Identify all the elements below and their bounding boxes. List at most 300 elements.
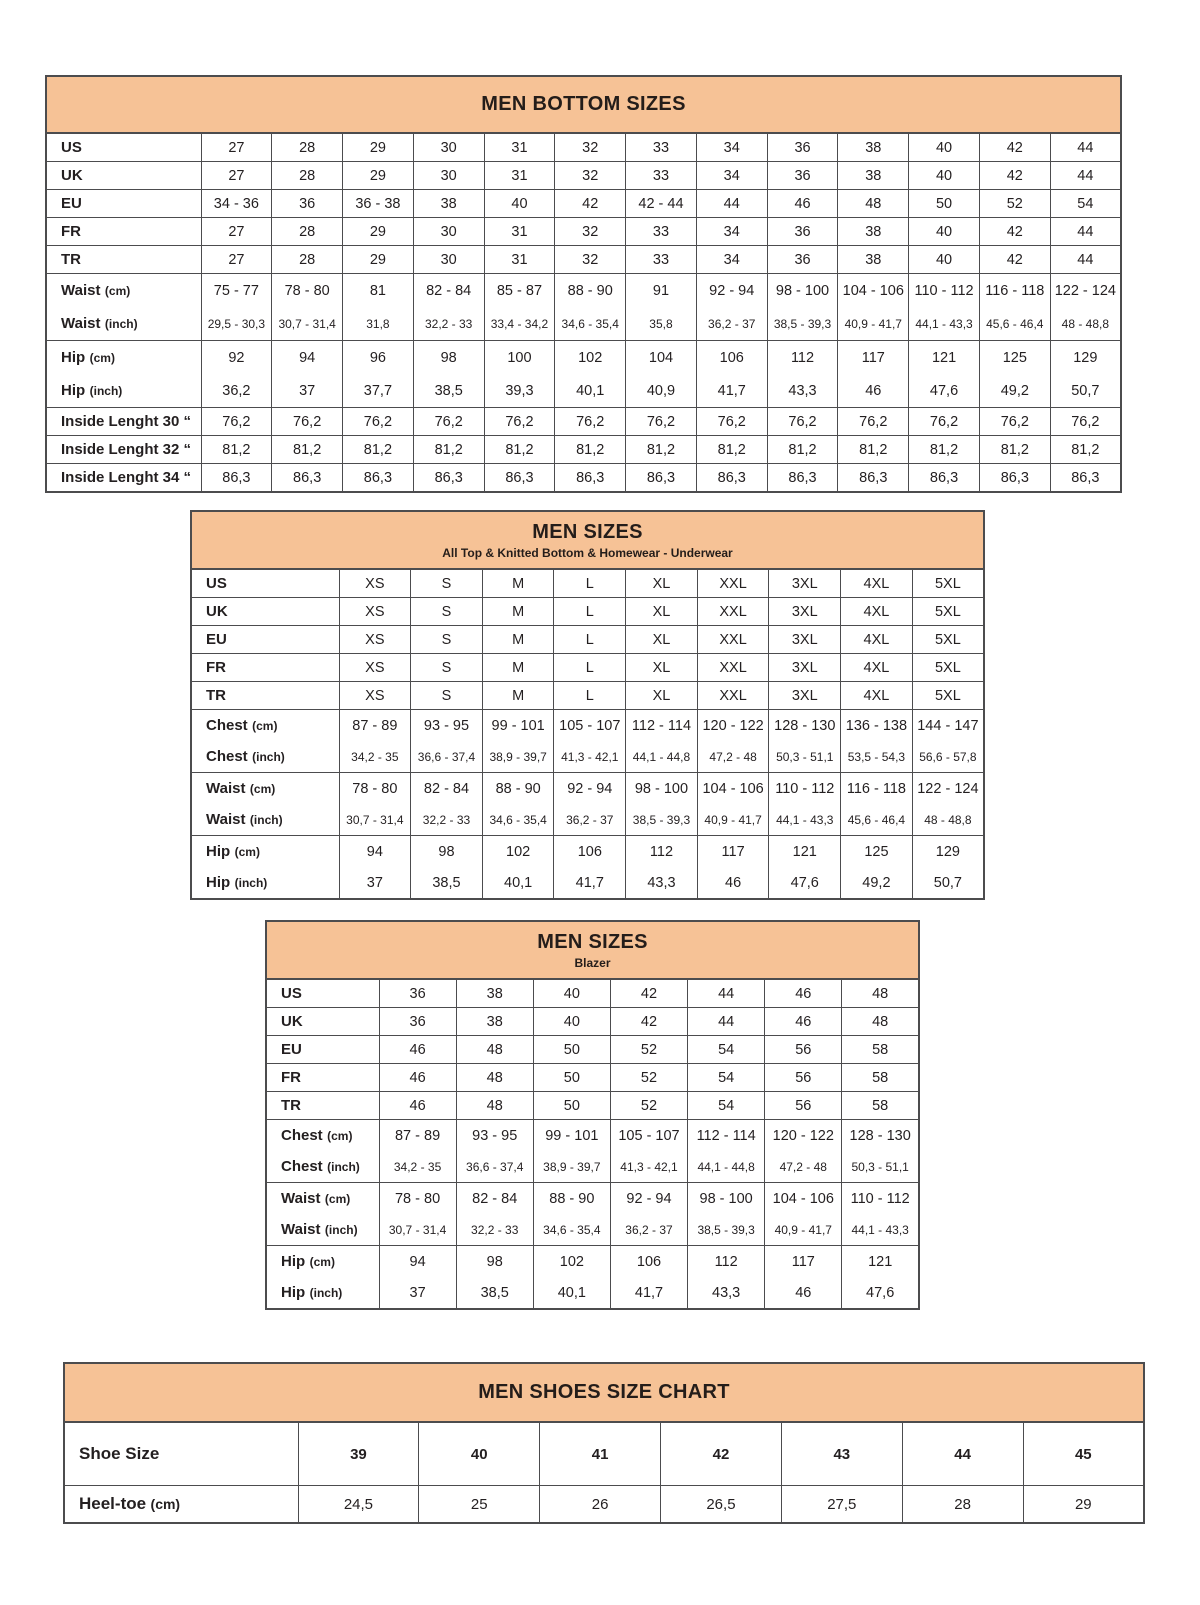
table-cell: 54	[688, 1092, 765, 1120]
table-cell: 56,6 - 57,8	[912, 741, 984, 773]
table-row	[46, 307, 1121, 341]
row-label	[191, 682, 339, 710]
table-cell: 122 - 124	[912, 773, 984, 805]
table-row	[46, 436, 1121, 464]
table-section	[46, 464, 1121, 493]
row-label-text: TR	[281, 1096, 301, 1114]
table-row	[266, 1008, 919, 1036]
table-cell: 31	[484, 162, 555, 190]
row-label-text: Chest	[281, 1126, 323, 1144]
table-section	[191, 569, 984, 598]
table-cell: 38	[838, 162, 909, 190]
table-header-row	[46, 76, 1121, 133]
table-cell: 46	[379, 1092, 456, 1120]
row-label-unit: (cm)	[309, 1254, 335, 1269]
table-cell: 81,2	[201, 436, 272, 464]
table-cell: 36,6 - 37,4	[456, 1151, 533, 1183]
table-row	[266, 979, 919, 1008]
table-cell: 40,1	[482, 867, 554, 899]
table-cell: 93 - 95	[411, 710, 483, 742]
table-cell: 76,2	[767, 408, 838, 436]
table-cell: 78 - 80	[379, 1183, 456, 1215]
row-label-unit: (inch)	[249, 812, 283, 827]
row-label	[46, 133, 201, 162]
table-cell: 81,2	[555, 436, 626, 464]
table-cell: 76,2	[343, 408, 414, 436]
table-row	[266, 1246, 919, 1278]
row-label-unit: (cm)	[327, 1128, 353, 1143]
table-cell: 86,3	[555, 464, 626, 493]
table-cell: 50,7	[1050, 374, 1121, 408]
table-cell: 105 - 107	[554, 710, 626, 742]
table-cell: XXL	[697, 654, 769, 682]
table-section	[266, 1036, 919, 1064]
table-cell: 43,3	[767, 374, 838, 408]
table-cell: 120 - 122	[765, 1120, 842, 1152]
table-section	[46, 133, 1121, 162]
row-label-text: US	[61, 138, 82, 156]
table-cell: 40	[909, 246, 980, 274]
row-label	[266, 1120, 379, 1152]
table-row	[46, 162, 1121, 190]
table-cell: 76,2	[696, 408, 767, 436]
table-cell: 50,3 - 51,1	[769, 741, 841, 773]
table-cell: 81,2	[343, 436, 414, 464]
row-label-unit: (cm)	[324, 1191, 351, 1206]
table-cell: 4XL	[841, 682, 913, 710]
table-cell: 33	[626, 218, 697, 246]
table-header-row	[64, 1363, 1144, 1422]
table-cell: 92 - 94	[610, 1183, 687, 1215]
table-cell: 75 - 77	[201, 274, 272, 308]
table-cell: 82 - 84	[456, 1183, 533, 1215]
table-cell: 29,5 - 30,3	[201, 307, 272, 341]
row-label-text: Hip	[206, 873, 231, 891]
table-cell: 81,2	[484, 436, 555, 464]
table-cell: 58	[842, 1064, 919, 1092]
table-row	[191, 626, 984, 654]
table-cell: 36 - 38	[343, 190, 414, 218]
table-cell: XXL	[697, 569, 769, 598]
table-section	[191, 773, 984, 836]
table-cell: 106	[696, 341, 767, 375]
row-label-text: Waist	[281, 1189, 321, 1207]
table-section	[46, 162, 1121, 190]
table-cell: 3XL	[769, 682, 841, 710]
table-cell: 34	[696, 218, 767, 246]
table-cell: 44,1 - 43,3	[842, 1214, 919, 1246]
row-label-unit: (inch)	[252, 749, 285, 764]
table-cell: 38	[456, 979, 533, 1008]
row-label	[191, 598, 339, 626]
row-label-text: Hip	[281, 1283, 306, 1301]
table-cell: L	[554, 569, 626, 598]
table-cell: 40	[419, 1422, 540, 1486]
table-section	[191, 836, 984, 900]
table-cell: 47,6	[909, 374, 980, 408]
table-cell: 32	[555, 162, 626, 190]
table-cell: 110 - 112	[909, 274, 980, 308]
table-cell: 102	[533, 1246, 610, 1278]
table-cell: 36,6 - 37,4	[411, 741, 483, 773]
table-cell: 102	[482, 836, 554, 868]
table-cell: 31	[484, 218, 555, 246]
table-cell: 99 - 101	[533, 1120, 610, 1152]
table-cell: 99 - 101	[482, 710, 554, 742]
row-label	[64, 1422, 298, 1486]
table-cell: 49,2	[979, 374, 1050, 408]
table-cell: 38,9 - 39,7	[482, 741, 554, 773]
men-shoes-size-chart	[63, 1362, 1145, 1524]
table-header-band	[64, 1363, 1144, 1422]
table-cell: 33	[626, 246, 697, 274]
table-cell: 45,6 - 46,4	[841, 804, 913, 836]
table-cell: 38	[838, 246, 909, 274]
table-cell: 98	[456, 1246, 533, 1278]
row-label-text: Waist	[281, 1220, 321, 1238]
table-cell: 38	[413, 190, 484, 218]
row-label-text: TR	[206, 686, 226, 704]
row-label-text: Inside Lenght 32 “	[61, 440, 192, 458]
table-subtitle: All Top & Knitted Bottom & Homewear - Underwear	[442, 545, 733, 560]
table-cell: 93 - 95	[456, 1120, 533, 1152]
table-cell: 50	[909, 190, 980, 218]
table-cell: 86,3	[626, 464, 697, 493]
table-cell: 81,2	[1050, 436, 1121, 464]
table-cell: 34,2 - 35	[339, 741, 411, 773]
table-cell: 46	[767, 190, 838, 218]
table-section	[191, 598, 984, 626]
table-row	[46, 341, 1121, 375]
table-cell: 86,3	[484, 464, 555, 493]
table-cell: 48 - 48,8	[1050, 307, 1121, 341]
table-cell: 88 - 90	[533, 1183, 610, 1215]
table-cell: 58	[842, 1036, 919, 1064]
row-label	[46, 408, 201, 436]
table-cell: 98 - 100	[767, 274, 838, 308]
table-cell: 110 - 112	[769, 773, 841, 805]
table-cell: 30	[413, 133, 484, 162]
table-cell: 44,1 - 43,3	[909, 307, 980, 341]
row-label	[266, 1214, 379, 1246]
table-cell: 4XL	[841, 654, 913, 682]
table-cell: M	[482, 682, 554, 710]
table-cell: 48 - 48,8	[912, 804, 984, 836]
table-cell: 49,2	[841, 867, 913, 899]
table-section	[266, 1183, 919, 1246]
table-cell: 33	[626, 162, 697, 190]
row-label	[266, 1064, 379, 1092]
table-cell: 112 - 114	[688, 1120, 765, 1152]
table-cell: 38,5	[411, 867, 483, 899]
table-cell: 50	[533, 1092, 610, 1120]
row-label	[191, 569, 339, 598]
table-cell: 31	[484, 133, 555, 162]
table-row	[266, 1064, 919, 1092]
table-cell: 53,5 - 54,3	[841, 741, 913, 773]
table-cell: 40	[909, 133, 980, 162]
table-cell: 128 - 130	[842, 1120, 919, 1152]
table-cell: 44	[688, 1008, 765, 1036]
table-cell: 81,2	[272, 436, 343, 464]
table-cell: 34,6 - 35,4	[482, 804, 554, 836]
table-section	[191, 710, 984, 773]
table-cell: 117	[838, 341, 909, 375]
table-cell: 105 - 107	[610, 1120, 687, 1152]
row-label	[191, 741, 339, 773]
row-label-unit: (inch)	[327, 1159, 360, 1174]
table-cell: 112	[626, 836, 698, 868]
table-cell: 54	[1050, 190, 1121, 218]
table-cell: 34	[696, 162, 767, 190]
row-label	[46, 464, 201, 493]
table-cell: 98	[411, 836, 483, 868]
row-label	[191, 836, 339, 868]
table-cell: 40,9 - 41,7	[697, 804, 769, 836]
table-cell: 32	[555, 133, 626, 162]
table-cell: 50,7	[912, 867, 984, 899]
table-row	[266, 1277, 919, 1309]
row-label-text: Heel-toe	[79, 1494, 147, 1513]
table-cell: 27,5	[781, 1486, 902, 1524]
table-cell: 39	[298, 1422, 419, 1486]
table-cell: 31,8	[343, 307, 414, 341]
row-label-text: FR	[281, 1068, 301, 1086]
table-cell: 94	[379, 1246, 456, 1278]
table-cell: 3XL	[769, 598, 841, 626]
table-row	[191, 804, 984, 836]
table-cell: 44	[902, 1422, 1023, 1486]
table-cell: 3XL	[769, 626, 841, 654]
row-label-text: Shoe Size	[79, 1444, 160, 1463]
table-section	[46, 274, 1121, 341]
row-label	[266, 1183, 379, 1215]
table-cell: 117	[765, 1246, 842, 1278]
table-section	[266, 1064, 919, 1092]
table-cell: 28	[272, 133, 343, 162]
table-cell: 28	[272, 162, 343, 190]
table-cell: 40,1	[555, 374, 626, 408]
row-label	[266, 979, 379, 1008]
row-label	[191, 773, 339, 805]
table-cell: 36,2 - 37	[696, 307, 767, 341]
row-label-unit: (inch)	[234, 875, 268, 890]
table-cell: 92	[201, 341, 272, 375]
table-section	[191, 654, 984, 682]
row-label	[266, 1277, 379, 1309]
table-section	[266, 1092, 919, 1120]
table-cell: 42	[555, 190, 626, 218]
table-cell: 43,3	[688, 1277, 765, 1309]
table-cell: 52	[610, 1036, 687, 1064]
table-section	[46, 408, 1121, 436]
table-cell: XS	[339, 654, 411, 682]
table-cell: 41,7	[610, 1277, 687, 1309]
table-cell: 44	[696, 190, 767, 218]
table-cell: 86,3	[838, 464, 909, 493]
row-label	[46, 218, 201, 246]
table-cell: 76,2	[555, 408, 626, 436]
table-cell: M	[482, 626, 554, 654]
table-cell: 125	[841, 836, 913, 868]
table-cell: 29	[343, 218, 414, 246]
table-cell: 42	[979, 246, 1050, 274]
table-cell: 81,2	[838, 436, 909, 464]
table-row	[191, 867, 984, 899]
table-row	[191, 741, 984, 773]
table-cell: 47,6	[842, 1277, 919, 1309]
table-title: MEN SIZES	[537, 930, 648, 953]
row-label-text: Hip	[61, 381, 86, 399]
table-cell: 5XL	[912, 598, 984, 626]
table-cell: XS	[339, 626, 411, 654]
table-cell: 35,8	[626, 307, 697, 341]
table-cell: 96	[343, 341, 414, 375]
row-label-text: EU	[281, 1040, 302, 1058]
table-cell: XXL	[697, 682, 769, 710]
table-cell: 128 - 130	[769, 710, 841, 742]
table-cell: 87 - 89	[379, 1120, 456, 1152]
row-label-text: Waist	[206, 810, 246, 828]
table-cell: 106	[610, 1246, 687, 1278]
table-cell: 5XL	[912, 569, 984, 598]
table-cell: 48	[456, 1036, 533, 1064]
row-label	[266, 1092, 379, 1120]
table-cell: 40	[909, 218, 980, 246]
table-cell: 58	[842, 1092, 919, 1120]
table-cell: 45,6 - 46,4	[979, 307, 1050, 341]
table-cell: 32,2 - 33	[413, 307, 484, 341]
table-cell: 42	[661, 1422, 782, 1486]
table-cell: 36	[767, 162, 838, 190]
row-label	[46, 246, 201, 274]
table-cell: 37	[339, 867, 411, 899]
table-cell: 41	[540, 1422, 661, 1486]
table-cell: 44,1 - 43,3	[769, 804, 841, 836]
table-cell: 98 - 100	[688, 1183, 765, 1215]
table-cell: 3XL	[769, 569, 841, 598]
table-cell: 41,7	[554, 867, 626, 899]
table-cell: 52	[610, 1092, 687, 1120]
table-cell: 30	[413, 246, 484, 274]
table-cell: 36	[767, 218, 838, 246]
table-cell: 38	[838, 133, 909, 162]
table-cell: 48	[456, 1092, 533, 1120]
table-cell: 104	[626, 341, 697, 375]
row-label	[46, 436, 201, 464]
row-label-text: TR	[61, 250, 81, 268]
table-cell: 37	[379, 1277, 456, 1309]
table-cell: 46	[838, 374, 909, 408]
row-label	[191, 804, 339, 836]
table-cell: 120 - 122	[697, 710, 769, 742]
row-label-unit: (inch)	[324, 1222, 358, 1237]
table-section	[46, 246, 1121, 274]
table-header-band	[46, 76, 1121, 133]
table-cell: 47,2 - 48	[697, 741, 769, 773]
table-cell: 40	[533, 979, 610, 1008]
table-cell: 30	[413, 218, 484, 246]
table-row	[64, 1486, 1144, 1524]
table-cell: XS	[339, 569, 411, 598]
row-label	[191, 710, 339, 742]
table-section	[46, 218, 1121, 246]
table-cell: 76,2	[1050, 408, 1121, 436]
table-cell: 26	[540, 1486, 661, 1524]
table-cell: 50,3 - 51,1	[842, 1151, 919, 1183]
table-cell: 32,2 - 33	[456, 1214, 533, 1246]
table-cell: 36,2 - 37	[554, 804, 626, 836]
table-cell: 41,3 - 42,1	[554, 741, 626, 773]
men-sizes-top-table-container	[190, 510, 985, 900]
table-cell: 88 - 90	[482, 773, 554, 805]
table-cell: 92 - 94	[554, 773, 626, 805]
table-title: MEN BOTTOM SIZES	[481, 93, 686, 115]
table-cell: 36	[272, 190, 343, 218]
table-cell: 76,2	[979, 408, 1050, 436]
table-cell: 112 - 114	[626, 710, 698, 742]
table-cell: 86,3	[909, 464, 980, 493]
table-cell: 42	[979, 133, 1050, 162]
table-cell: 36	[379, 979, 456, 1008]
row-label-text: Chest	[281, 1157, 323, 1175]
table-cell: S	[411, 569, 483, 598]
table-title: MEN SIZES	[532, 520, 643, 543]
row-label	[266, 1151, 379, 1183]
table-cell: 76,2	[838, 408, 909, 436]
table-cell: 28	[902, 1486, 1023, 1524]
men-shoes-table-container	[63, 1362, 1145, 1524]
table-cell: 50	[533, 1036, 610, 1064]
table-cell: 86,3	[1050, 464, 1121, 493]
row-label-unit: (inch)	[89, 383, 123, 398]
table-cell: 52	[610, 1064, 687, 1092]
table-cell: 86,3	[767, 464, 838, 493]
table-cell: 94	[339, 836, 411, 868]
table-cell: S	[411, 654, 483, 682]
table-cell: 106	[554, 836, 626, 868]
table-cell: 86,3	[979, 464, 1050, 493]
row-label-text: EU	[206, 630, 227, 648]
table-cell: 46	[765, 1008, 842, 1036]
table-cell: 76,2	[909, 408, 980, 436]
row-label	[46, 162, 201, 190]
table-cell: 34,6 - 35,4	[555, 307, 626, 341]
row-label	[191, 654, 339, 682]
men-sizes-blazer	[265, 920, 920, 1310]
table-cell: 48	[842, 1008, 919, 1036]
table-cell: 54	[688, 1064, 765, 1092]
table-cell: 3XL	[769, 654, 841, 682]
table-cell: 86,3	[696, 464, 767, 493]
table-cell: 40	[909, 162, 980, 190]
table-cell: 86,3	[343, 464, 414, 493]
table-cell: 43,3	[626, 867, 698, 899]
table-cell: 42	[610, 1008, 687, 1036]
table-cell: 82 - 84	[413, 274, 484, 308]
table-cell: 27	[201, 246, 272, 274]
table-cell: 36	[767, 246, 838, 274]
table-cell: 104 - 106	[838, 274, 909, 308]
table-cell: 81,2	[767, 436, 838, 464]
table-cell: S	[411, 682, 483, 710]
table-cell: XL	[626, 654, 698, 682]
table-header-row	[191, 511, 984, 569]
table-cell: 116 - 118	[841, 773, 913, 805]
table-cell: 42 - 44	[626, 190, 697, 218]
table-cell: 27	[201, 218, 272, 246]
table-row	[46, 408, 1121, 436]
